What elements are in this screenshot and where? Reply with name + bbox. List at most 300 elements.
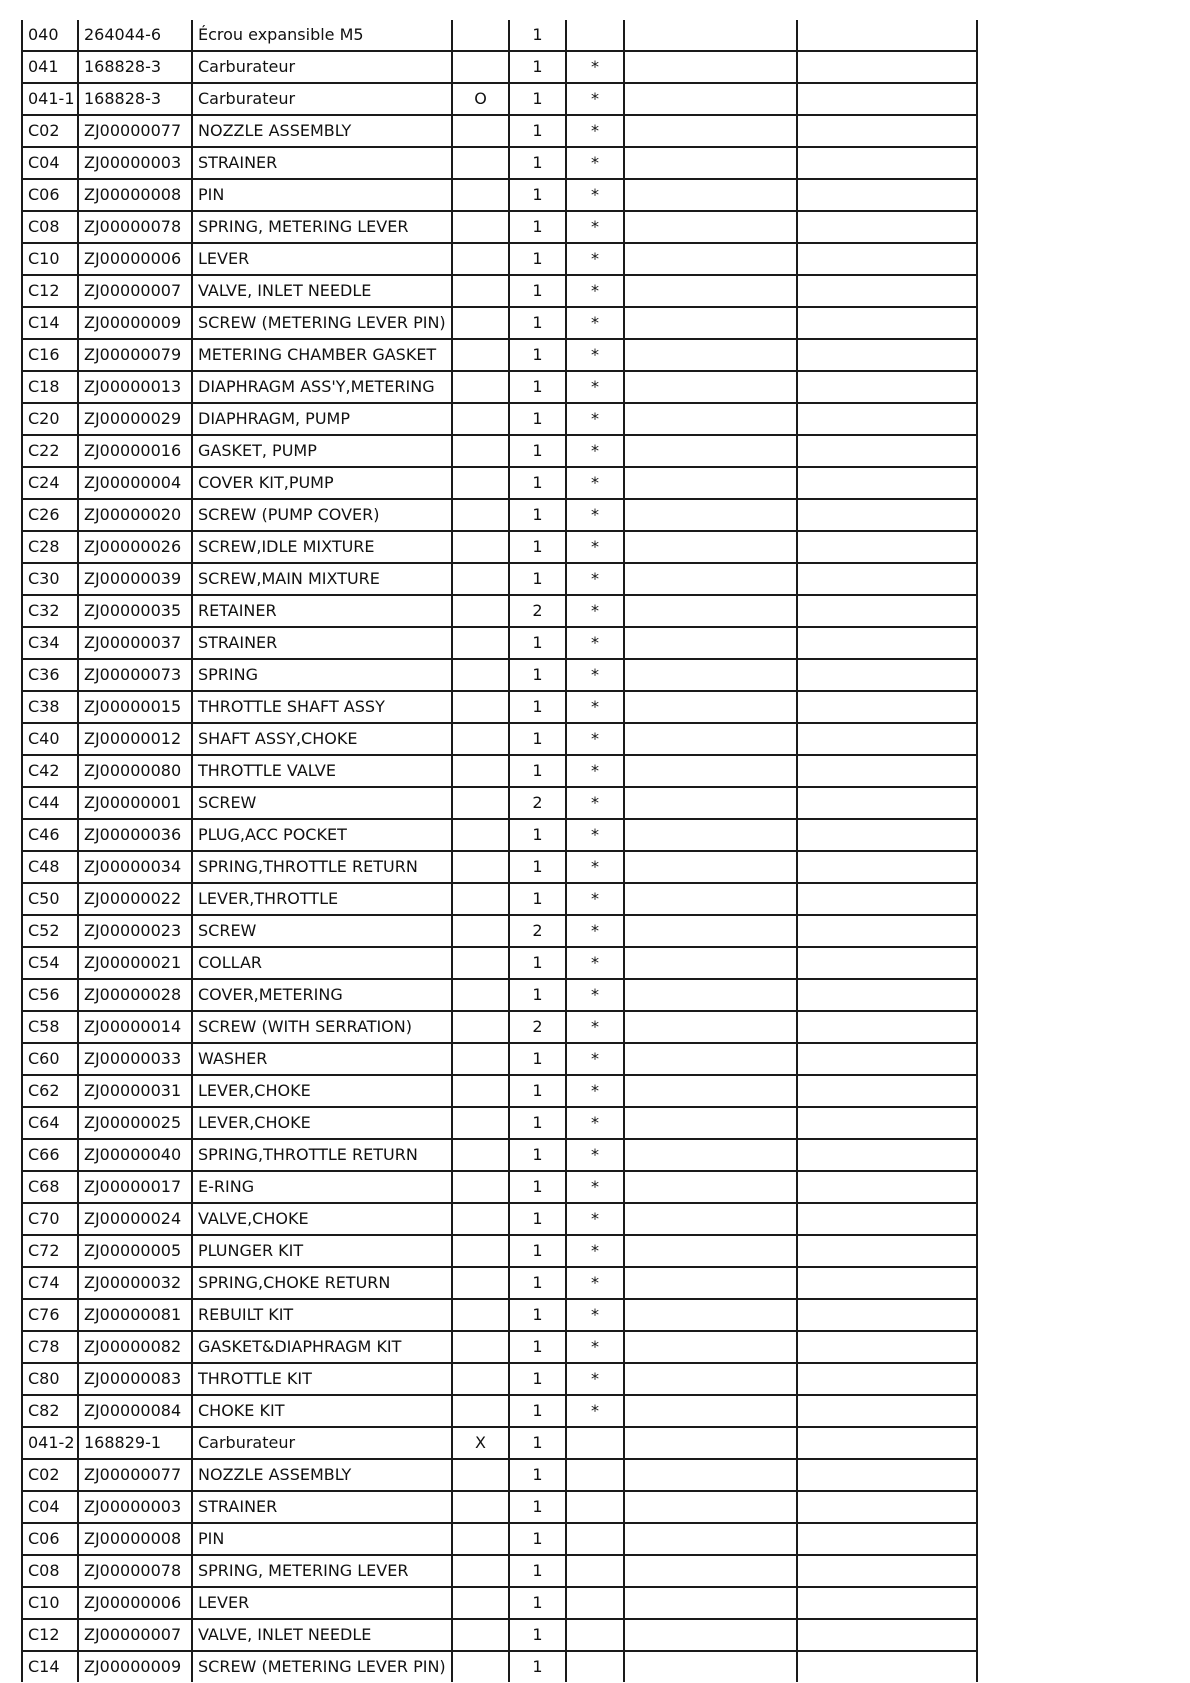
quantity-cell: 1 xyxy=(509,403,566,435)
ref-number-cell: C02 xyxy=(22,1459,78,1491)
quantity-cell: 1 xyxy=(509,1619,566,1651)
table-row xyxy=(22,1363,977,1395)
table-row xyxy=(22,435,977,467)
table-row xyxy=(22,1171,977,1203)
ref-number-cell: C36 xyxy=(22,659,78,691)
ref-number-cell: C20 xyxy=(22,403,78,435)
variant-cell xyxy=(452,179,509,211)
variant-cell xyxy=(452,1459,509,1491)
variant-cell xyxy=(452,339,509,371)
blank-cell xyxy=(797,1299,977,1331)
table-row xyxy=(22,1235,977,1267)
mark-cell: * xyxy=(566,1171,624,1203)
variant-cell xyxy=(452,499,509,531)
variant-cell xyxy=(452,563,509,595)
table-row xyxy=(22,1651,977,1682)
blank-cell xyxy=(797,883,977,915)
part-number-cell: 264044-6 xyxy=(78,20,192,51)
part-number-cell: ZJ00000039 xyxy=(78,563,192,595)
description-cell: VALVE,CHOKE xyxy=(192,1203,452,1235)
blank-cell xyxy=(624,1587,797,1619)
ref-number-cell: C26 xyxy=(22,499,78,531)
mark-cell: * xyxy=(566,563,624,595)
part-number-cell: ZJ00000080 xyxy=(78,755,192,787)
blank-cell xyxy=(797,1555,977,1587)
part-number-cell: ZJ00000015 xyxy=(78,691,192,723)
variant-cell xyxy=(452,1299,509,1331)
description-cell: SPRING xyxy=(192,659,452,691)
table-row xyxy=(22,851,977,883)
mark-cell: * xyxy=(566,659,624,691)
description-cell: METERING CHAMBER GASKET xyxy=(192,339,452,371)
blank-cell xyxy=(624,1107,797,1139)
mark-cell xyxy=(566,20,624,51)
mark-cell: * xyxy=(566,1043,624,1075)
quantity-cell: 1 xyxy=(509,1075,566,1107)
blank-cell xyxy=(624,627,797,659)
blank-cell xyxy=(624,467,797,499)
quantity-cell: 1 xyxy=(509,1299,566,1331)
part-number-cell: ZJ00000084 xyxy=(78,1395,192,1427)
ref-number-cell: C18 xyxy=(22,371,78,403)
part-number-cell: ZJ00000035 xyxy=(78,595,192,627)
variant-cell xyxy=(452,1363,509,1395)
ref-number-cell: C30 xyxy=(22,563,78,595)
variant-cell xyxy=(452,1523,509,1555)
blank-cell xyxy=(797,467,977,499)
quantity-cell: 1 xyxy=(509,659,566,691)
blank-cell xyxy=(797,307,977,339)
part-number-cell: ZJ00000003 xyxy=(78,1491,192,1523)
quantity-cell: 1 xyxy=(509,1555,566,1587)
quantity-cell: 1 xyxy=(509,1139,566,1171)
quantity-cell: 1 xyxy=(509,691,566,723)
ref-number-cell: C32 xyxy=(22,595,78,627)
part-number-cell: ZJ00000020 xyxy=(78,499,192,531)
description-cell: NOZZLE ASSEMBLY xyxy=(192,115,452,147)
quantity-cell: 2 xyxy=(509,787,566,819)
part-number-cell: ZJ00000006 xyxy=(78,243,192,275)
variant-cell xyxy=(452,947,509,979)
table-row xyxy=(22,1619,977,1651)
blank-cell xyxy=(797,1075,977,1107)
description-cell: GASKET&DIAPHRAGM KIT xyxy=(192,1331,452,1363)
ref-number-cell: C68 xyxy=(22,1171,78,1203)
ref-number-cell: C14 xyxy=(22,307,78,339)
variant-cell xyxy=(452,1651,509,1682)
part-number-cell: ZJ00000034 xyxy=(78,851,192,883)
table-row xyxy=(22,915,977,947)
mark-cell: * xyxy=(566,883,624,915)
mark-cell xyxy=(566,1459,624,1491)
quantity-cell: 1 xyxy=(509,531,566,563)
mark-cell: * xyxy=(566,1011,624,1043)
description-cell: RETAINER xyxy=(192,595,452,627)
quantity-cell: 1 xyxy=(509,435,566,467)
blank-cell xyxy=(797,1203,977,1235)
blank-cell xyxy=(624,563,797,595)
part-number-cell: ZJ00000012 xyxy=(78,723,192,755)
variant-cell xyxy=(452,1203,509,1235)
blank-cell xyxy=(624,403,797,435)
blank-cell xyxy=(624,435,797,467)
ref-number-cell: C04 xyxy=(22,1491,78,1523)
description-cell: LEVER xyxy=(192,243,452,275)
ref-number-cell: C74 xyxy=(22,1267,78,1299)
part-number-cell: ZJ00000023 xyxy=(78,915,192,947)
description-cell: NOZZLE ASSEMBLY xyxy=(192,1459,452,1491)
blank-cell xyxy=(624,883,797,915)
ref-number-cell: C62 xyxy=(22,1075,78,1107)
blank-cell xyxy=(797,1395,977,1427)
table-row xyxy=(22,243,977,275)
quantity-cell: 1 xyxy=(509,20,566,51)
table-row xyxy=(22,147,977,179)
description-cell: STRAINER xyxy=(192,627,452,659)
mark-cell: * xyxy=(566,1267,624,1299)
blank-cell xyxy=(624,659,797,691)
blank-cell xyxy=(624,1171,797,1203)
blank-cell xyxy=(797,1107,977,1139)
blank-cell xyxy=(624,531,797,563)
ref-number-cell: 041-1 xyxy=(22,83,78,115)
mark-cell: * xyxy=(566,339,624,371)
variant-cell xyxy=(452,435,509,467)
variant-cell xyxy=(452,51,509,83)
description-cell: LEVER,CHOKE xyxy=(192,1107,452,1139)
description-cell: COVER KIT,PUMP xyxy=(192,467,452,499)
table-row xyxy=(22,1555,977,1587)
quantity-cell: 1 xyxy=(509,851,566,883)
blank-cell xyxy=(624,307,797,339)
part-number-cell: ZJ00000008 xyxy=(78,1523,192,1555)
variant-cell xyxy=(452,723,509,755)
blank-cell xyxy=(624,691,797,723)
blank-cell xyxy=(624,1043,797,1075)
table-row xyxy=(22,1331,977,1363)
blank-cell xyxy=(624,595,797,627)
table-row xyxy=(22,1427,977,1459)
description-cell: PIN xyxy=(192,1523,452,1555)
table-row xyxy=(22,1011,977,1043)
quantity-cell: 1 xyxy=(509,51,566,83)
ref-number-cell: C76 xyxy=(22,1299,78,1331)
table-row xyxy=(22,467,977,499)
mark-cell: * xyxy=(566,115,624,147)
blank-cell xyxy=(797,83,977,115)
blank-cell xyxy=(797,371,977,403)
part-number-cell: ZJ00000024 xyxy=(78,1203,192,1235)
variant-cell xyxy=(452,1491,509,1523)
blank-cell xyxy=(797,1267,977,1299)
ref-number-cell: C42 xyxy=(22,755,78,787)
ref-number-cell: C06 xyxy=(22,179,78,211)
quantity-cell: 1 xyxy=(509,1395,566,1427)
table-row xyxy=(22,115,977,147)
description-cell: SCREW,MAIN MIXTURE xyxy=(192,563,452,595)
ref-number-cell: C10 xyxy=(22,243,78,275)
quantity-cell: 1 xyxy=(509,83,566,115)
description-cell: DIAPHRAGM ASS'Y,METERING xyxy=(192,371,452,403)
part-number-cell: ZJ00000026 xyxy=(78,531,192,563)
table-row xyxy=(22,723,977,755)
mark-cell: * xyxy=(566,83,624,115)
table-row xyxy=(22,563,977,595)
description-cell: SCREW,IDLE MIXTURE xyxy=(192,531,452,563)
description-cell: SPRING,THROTTLE RETURN xyxy=(192,851,452,883)
description-cell: LEVER,THROTTLE xyxy=(192,883,452,915)
quantity-cell: 1 xyxy=(509,307,566,339)
part-number-cell: ZJ00000003 xyxy=(78,147,192,179)
variant-cell xyxy=(452,1235,509,1267)
mark-cell xyxy=(566,1651,624,1682)
variant-cell xyxy=(452,211,509,243)
variant-cell xyxy=(452,819,509,851)
quantity-cell: 1 xyxy=(509,339,566,371)
blank-cell xyxy=(624,275,797,307)
variant-cell xyxy=(452,1555,509,1587)
parts-table xyxy=(21,20,978,1682)
part-number-cell: 168828-3 xyxy=(78,51,192,83)
description-cell: SCREW (PUMP COVER) xyxy=(192,499,452,531)
part-number-cell: ZJ00000032 xyxy=(78,1267,192,1299)
mark-cell: * xyxy=(566,243,624,275)
variant-cell xyxy=(452,659,509,691)
table-row xyxy=(22,1491,977,1523)
mark-cell: * xyxy=(566,1363,624,1395)
ref-number-cell: C12 xyxy=(22,1619,78,1651)
variant-cell xyxy=(452,1267,509,1299)
blank-cell xyxy=(797,691,977,723)
variant-cell xyxy=(452,979,509,1011)
mark-cell: * xyxy=(566,371,624,403)
ref-number-cell: C50 xyxy=(22,883,78,915)
part-number-cell: ZJ00000007 xyxy=(78,275,192,307)
blank-cell xyxy=(624,1555,797,1587)
mark-cell xyxy=(566,1619,624,1651)
blank-cell xyxy=(624,371,797,403)
variant-cell xyxy=(452,20,509,51)
mark-cell: * xyxy=(566,1331,624,1363)
blank-cell xyxy=(624,1331,797,1363)
table-row xyxy=(22,627,977,659)
quantity-cell: 1 xyxy=(509,1107,566,1139)
blank-cell xyxy=(797,1491,977,1523)
mark-cell: * xyxy=(566,851,624,883)
description-cell: Écrou expansible M5 xyxy=(192,20,452,51)
quantity-cell: 1 xyxy=(509,371,566,403)
blank-cell xyxy=(797,851,977,883)
blank-cell xyxy=(624,243,797,275)
blank-cell xyxy=(624,1203,797,1235)
description-cell: THROTTLE VALVE xyxy=(192,755,452,787)
quantity-cell: 1 xyxy=(509,467,566,499)
variant-cell xyxy=(452,595,509,627)
ref-number-cell: C44 xyxy=(22,787,78,819)
quantity-cell: 1 xyxy=(509,1363,566,1395)
ref-number-cell: C38 xyxy=(22,691,78,723)
blank-cell xyxy=(797,787,977,819)
table-row xyxy=(22,339,977,371)
blank-cell xyxy=(797,563,977,595)
description-cell: SHAFT ASSY,CHOKE xyxy=(192,723,452,755)
blank-cell xyxy=(797,1363,977,1395)
mark-cell: * xyxy=(566,1395,624,1427)
blank-cell xyxy=(624,147,797,179)
table-row xyxy=(22,595,977,627)
part-number-cell: ZJ00000016 xyxy=(78,435,192,467)
ref-number-cell: C58 xyxy=(22,1011,78,1043)
description-cell: WASHER xyxy=(192,1043,452,1075)
part-number-cell: ZJ00000036 xyxy=(78,819,192,851)
part-number-cell: ZJ00000004 xyxy=(78,467,192,499)
blank-cell xyxy=(624,179,797,211)
table-row xyxy=(22,275,977,307)
variant-cell xyxy=(452,691,509,723)
parts-table-body xyxy=(22,20,977,1682)
mark-cell: * xyxy=(566,915,624,947)
blank-cell xyxy=(797,595,977,627)
table-row xyxy=(22,979,977,1011)
table-row xyxy=(22,659,977,691)
variant-cell xyxy=(452,851,509,883)
blank-cell xyxy=(624,339,797,371)
part-number-cell: ZJ00000081 xyxy=(78,1299,192,1331)
variant-cell xyxy=(452,1011,509,1043)
table-row xyxy=(22,755,977,787)
table-row xyxy=(22,211,977,243)
ref-number-cell: C48 xyxy=(22,851,78,883)
ref-number-cell: 040 xyxy=(22,20,78,51)
blank-cell xyxy=(797,499,977,531)
quantity-cell: 1 xyxy=(509,275,566,307)
blank-cell xyxy=(797,627,977,659)
blank-cell xyxy=(624,851,797,883)
blank-cell xyxy=(624,723,797,755)
part-number-cell: ZJ00000078 xyxy=(78,211,192,243)
variant-cell xyxy=(452,627,509,659)
ref-number-cell: C82 xyxy=(22,1395,78,1427)
mark-cell: * xyxy=(566,947,624,979)
blank-cell xyxy=(797,1619,977,1651)
variant-cell xyxy=(452,1139,509,1171)
variant-cell xyxy=(452,1619,509,1651)
quantity-cell: 1 xyxy=(509,819,566,851)
variant-cell xyxy=(452,915,509,947)
ref-number-cell: 041-2 xyxy=(22,1427,78,1459)
quantity-cell: 1 xyxy=(509,1203,566,1235)
ref-number-cell: C72 xyxy=(22,1235,78,1267)
blank-cell xyxy=(624,1267,797,1299)
ref-number-cell: C16 xyxy=(22,339,78,371)
mark-cell: * xyxy=(566,787,624,819)
part-number-cell: ZJ00000073 xyxy=(78,659,192,691)
mark-cell: * xyxy=(566,1075,624,1107)
part-number-cell: ZJ00000078 xyxy=(78,1555,192,1587)
blank-cell xyxy=(624,915,797,947)
table-row xyxy=(22,1107,977,1139)
description-cell: SCREW (WITH SERRATION) xyxy=(192,1011,452,1043)
mark-cell: * xyxy=(566,403,624,435)
table-row xyxy=(22,947,977,979)
table-row xyxy=(22,1139,977,1171)
blank-cell xyxy=(624,83,797,115)
description-cell: E-RING xyxy=(192,1171,452,1203)
ref-number-cell: C54 xyxy=(22,947,78,979)
blank-cell xyxy=(797,531,977,563)
ref-number-cell: C70 xyxy=(22,1203,78,1235)
blank-cell xyxy=(624,1075,797,1107)
blank-cell xyxy=(624,819,797,851)
mark-cell: * xyxy=(566,1139,624,1171)
table-row xyxy=(22,1075,977,1107)
variant-cell xyxy=(452,1587,509,1619)
quantity-cell: 1 xyxy=(509,947,566,979)
part-number-cell: ZJ00000079 xyxy=(78,339,192,371)
table-row xyxy=(22,51,977,83)
mark-cell xyxy=(566,1491,624,1523)
table-row xyxy=(22,883,977,915)
blank-cell xyxy=(797,403,977,435)
part-number-cell: 168829-1 xyxy=(78,1427,192,1459)
part-number-cell: 168828-3 xyxy=(78,83,192,115)
description-cell: VALVE, INLET NEEDLE xyxy=(192,275,452,307)
table-row xyxy=(22,179,977,211)
description-cell: COLLAR xyxy=(192,947,452,979)
ref-number-cell: C40 xyxy=(22,723,78,755)
blank-cell xyxy=(624,1011,797,1043)
part-number-cell: ZJ00000021 xyxy=(78,947,192,979)
table-row xyxy=(22,1587,977,1619)
ref-number-cell: C02 xyxy=(22,115,78,147)
quantity-cell: 1 xyxy=(509,1427,566,1459)
blank-cell xyxy=(797,947,977,979)
part-number-cell: ZJ00000006 xyxy=(78,1587,192,1619)
table-row xyxy=(22,83,977,115)
variant-cell xyxy=(452,1331,509,1363)
ref-number-cell: C14 xyxy=(22,1651,78,1682)
mark-cell: * xyxy=(566,1203,624,1235)
blank-cell xyxy=(797,819,977,851)
ref-number-cell: 041 xyxy=(22,51,78,83)
blank-cell xyxy=(797,20,977,51)
blank-cell xyxy=(797,435,977,467)
mark-cell: * xyxy=(566,627,624,659)
mark-cell: * xyxy=(566,275,624,307)
blank-cell xyxy=(797,1587,977,1619)
blank-cell xyxy=(624,1299,797,1331)
mark-cell: * xyxy=(566,531,624,563)
part-number-cell: ZJ00000005 xyxy=(78,1235,192,1267)
mark-cell xyxy=(566,1523,624,1555)
blank-cell xyxy=(797,179,977,211)
blank-cell xyxy=(797,915,977,947)
blank-cell xyxy=(797,147,977,179)
ref-number-cell: C78 xyxy=(22,1331,78,1363)
table-row xyxy=(22,531,977,563)
blank-cell xyxy=(624,947,797,979)
blank-cell xyxy=(624,51,797,83)
description-cell: STRAINER xyxy=(192,147,452,179)
blank-cell xyxy=(797,1331,977,1363)
table-row xyxy=(22,787,977,819)
quantity-cell: 1 xyxy=(509,1459,566,1491)
variant-cell xyxy=(452,1043,509,1075)
blank-cell xyxy=(797,243,977,275)
blank-cell xyxy=(624,755,797,787)
table-row xyxy=(22,691,977,723)
description-cell: SPRING,THROTTLE RETURN xyxy=(192,1139,452,1171)
